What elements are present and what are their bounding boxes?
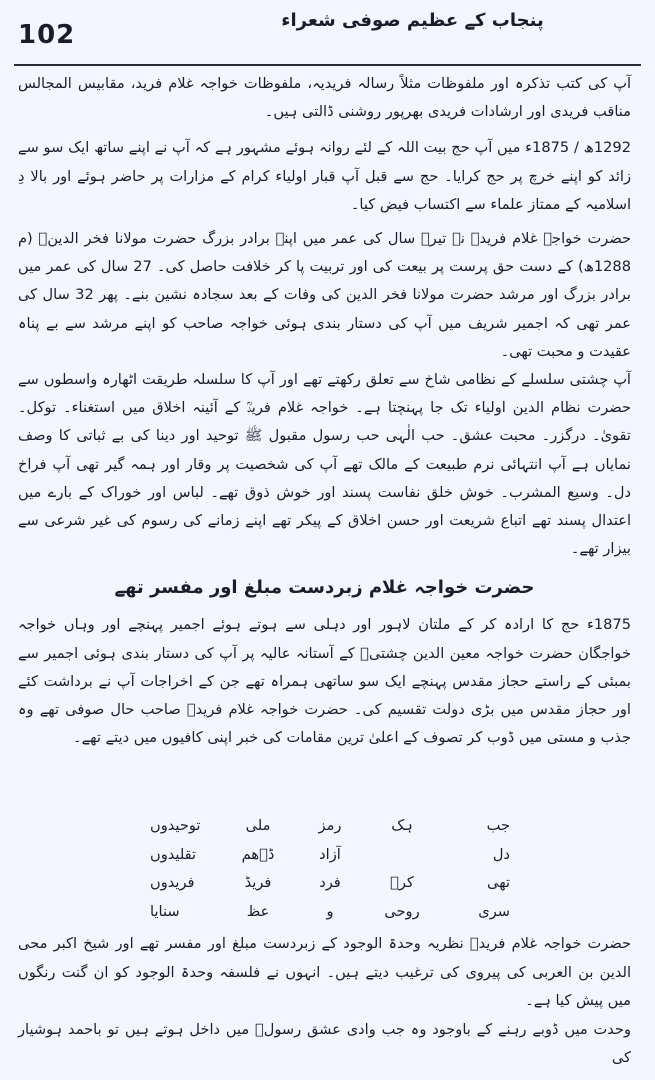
body-text [18, 70, 631, 752]
paragraph: 1875ء حج کا ارادہ کر کے ملتان لاہور اور دہلی سے ہوتے ہوئے اجمیر پہنچے اور وہاں خواجہ خواجگان حضرت خواجہ معین الدین چشتیؒ کے آستانہ عالیہ پر آپ کی دستار بندی ہوئی اجمیر سے بمبئی کے راستے حجاز مقدس پہنچے ایک سو ساتھی ہمراہ تھے جن کے اخراجات آپ نے برداشت کئے اور حجاز مقدس میں بڑی دولت تقسیم کی۔ حضرت خواجہ غلام فریدؒ صاحب حال صوفی تھے وہ جذب و مستی میں ڈوب کر تصوف کے اعلیٰ ترین مقامات کی خبر اپنی کافیوں میں دیتے تھے۔ [18, 616, 631, 747]
verse-word: سری [478, 902, 510, 920]
poem-verses [150, 812, 510, 926]
page-header [14, 6, 641, 64]
verse-word: جب [486, 817, 510, 834]
verse-word [366, 841, 438, 870]
verse-word: فرد [319, 874, 341, 891]
paragraph: آپ کی کتب تذکرہ اور ملفوظات مثلاً رسالہ فریدیہ، ملفوظات خواجہ غلام فرید، مقابیس المجالس مناقب فریدی اور ارشادات فریدی بھرپور روشنی ڈالتی ہیں۔ [18, 75, 631, 121]
verse-word: سنایا [150, 902, 180, 920]
verse-word: دل [492, 845, 510, 863]
verse-line [150, 812, 510, 841]
header-divider [14, 64, 641, 66]
verse-word: ملی [245, 817, 271, 834]
running-title: پنجاب کے عظیم صوفی شعراء [281, 10, 544, 31]
verse-line [150, 869, 510, 898]
paragraph: حضرت خواجہ غلام فریدؒ نے تیرہ سال کی عمر میں اپنے برادر بزرگ حضرت مولانا فخر الدینؒ (م 1288ھ) کے دست حق پرست پر بیعت کی اور تربیت پا کر خلافت حاصل کی۔ 27 سال کی عمر میں برادر بزرگ اور مرشد حضرت مولانا فخر الدین کی وفات کے بعد سجادہ نشین بنے۔ پھر 32 سال کی عمر تھی کہ اجمیر شریف میں آپ کی دستار بندی ہوئی خواجہ صاحب کو اپنے مرشد سے بے پناہ عقیدت و محبت تھی۔ [18, 230, 631, 360]
verse-word: ڈٖھم [241, 845, 275, 863]
verse-word: عظ [246, 902, 270, 920]
verse-word: تقلیدوں [150, 845, 197, 863]
paragraph: آپ چشتی سلسلے کے نظامی شاخ سے تعلق رکھتے تھے اور آپ کا سلسلہ طریقت اٹھارہ واسطوں سے حضرت نظام الدین اولیاء تک جا پہنچتا ہے۔ خواجہ غلام فریدؒ کے آئینہ اخلاق میں استغناء۔ توکل۔ تقویٰ۔ درگزر۔ محبت عشق۔ حب الٰہی حب رسول مقبول ﷺ توحید اور دینا کی بے ثباتی کا وصف نمایاں ہے آپ انتہائی نرم طبیعت کے مالک تھے آپ کی شخصیت پر وقار اور ہمہ گیر تھی آپ فراخ دل۔ وسیع المشرب۔ خوش خلق نفاست پسند اور خوش ذوق تھے۔ لباس اور خوراک کے بارے میں اعتدال پسند تھے اتباع شریعت اور حسن اخلاق کے پیکر تھے اپنے زمانے کی رسوم کی غیر شرعی سے بیزار تھے۔ [18, 371, 631, 558]
verse-word: رمز [318, 817, 342, 834]
verse-word: آزاد [319, 845, 341, 863]
verse-word: کرٖ [390, 874, 414, 891]
verse-word: تھی [487, 874, 510, 891]
verse-word: روحی [384, 902, 420, 920]
page-number: 102 [18, 20, 76, 50]
verse-line [150, 898, 510, 927]
section-heading: حضرت خواجہ غلام زبردست مبلغ اور مفسر تھے [114, 577, 535, 599]
verse-word: فریدوں [150, 874, 195, 891]
verse-word: فریڈ [244, 874, 272, 891]
paragraph: 1292ھ / 1875ء میں آپ حج بیت اللہ کے لئے روانہ ہوئے مشہور ہے کہ آپ نے اپنے ساتھ ایک سو سے زائد کو اپنے خرچ پر حج کرایا۔ حج سے قبل آپ قبار اولیاء کرام کے مزارات پر حاضر ہوئے اور بالا دِ اسلامیہ کے ممتاز علماء سے اکتساب فیض کیا۔ [18, 139, 631, 213]
verse-line [150, 841, 510, 870]
verse-word: توحیدوں [150, 817, 201, 834]
verse-word: ہک [391, 817, 413, 834]
paragraph: حضرت خواجہ غلام فریدؒ نظریہ وحدۃ الوجود کے زبردست مبلغ اور مفسر تھے اور شیخ اکبر محی الدین بن العربی کی پیروی کی ترغیب دیتے ہیں۔ انہوں نے فلسفہ وحدۃ الوجود کو ان گنت رنگوں میں پیش کیا ہے۔ [18, 935, 631, 1009]
verse-word: و [326, 902, 334, 920]
closing-text [18, 930, 631, 1073]
paragraph: وحدت میں ڈوبے رہنے کے باوجود وہ جب وادی عشق رسولؐ میں داخل ہوتے ہیں تو باحمد ہوشیار کی [18, 1020, 631, 1066]
